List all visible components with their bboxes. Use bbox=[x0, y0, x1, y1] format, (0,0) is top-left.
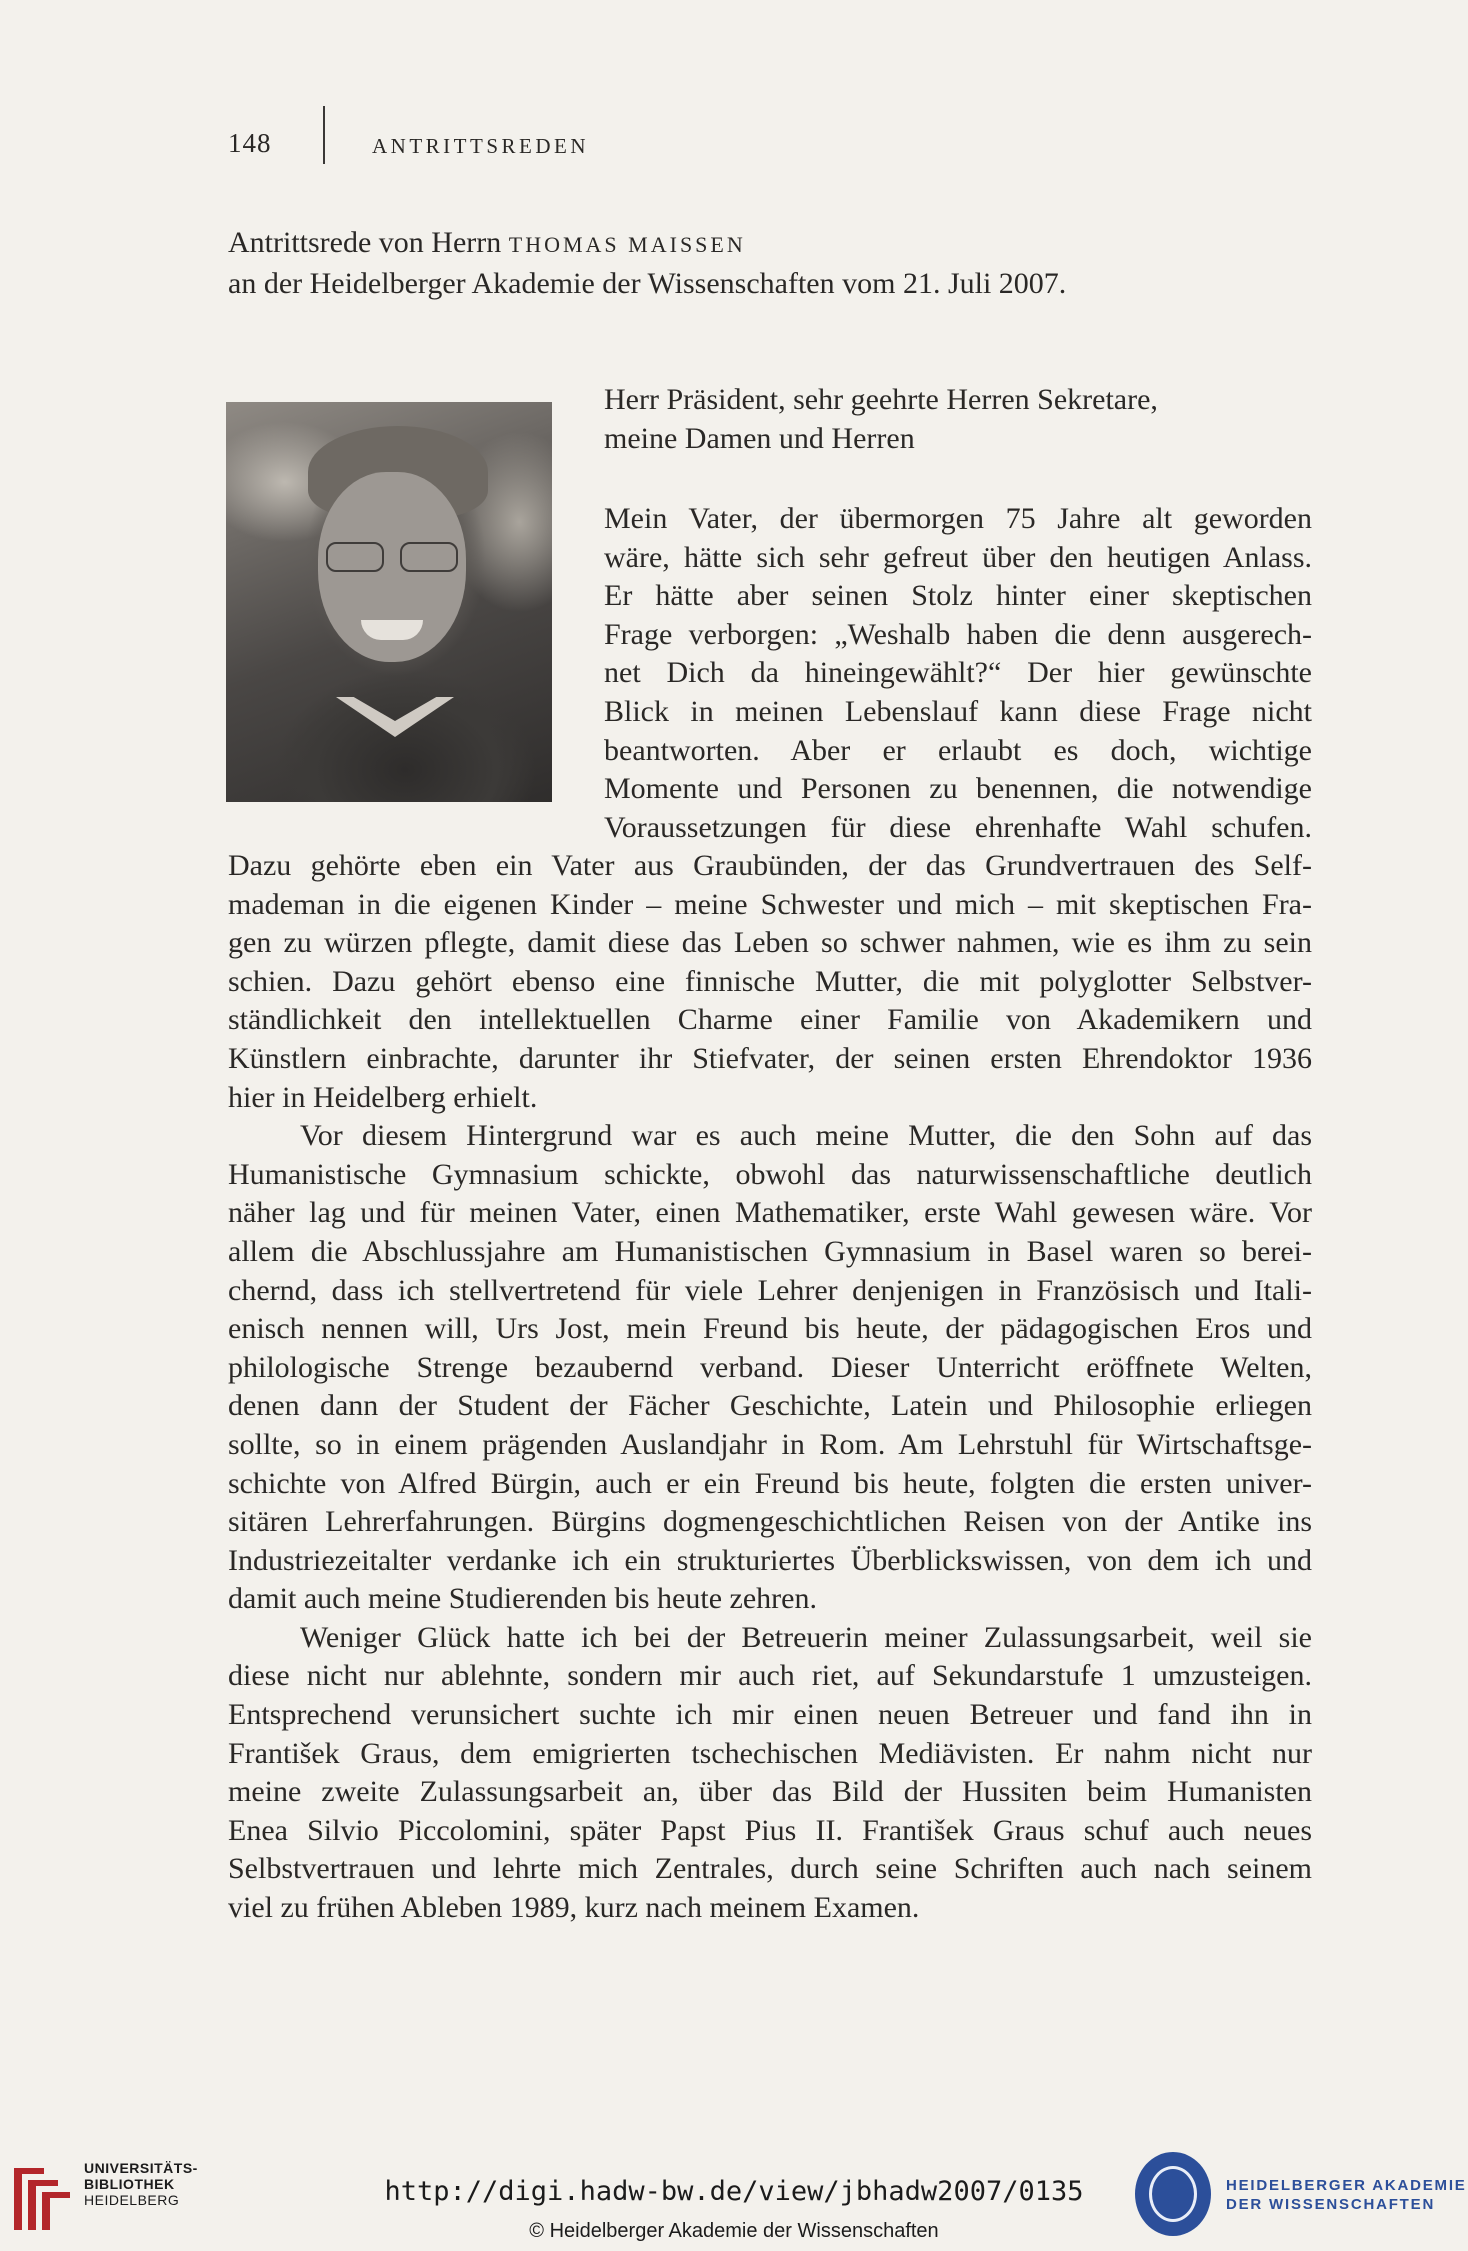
text-line: diese nicht nur ablehnte, sondern mir auch riet, auf Sekundarstufe 1 umzusteigen. bbox=[228, 1659, 1312, 1693]
portrait-photo bbox=[226, 402, 552, 802]
text-line: Industriezeitalter verdanke ich ein strukturiertes Überblickswissen, von dem ich und bbox=[228, 1543, 1312, 1577]
body-text bbox=[228, 847, 1312, 1928]
text-line: schichte von Alfred Bürgin, auch er ein Freund bis heute, folgten die ersten univer- bbox=[228, 1466, 1312, 1500]
text-line: Vor diesem Hintergrund war es auch meine Mutter, die den Sohn auf das bbox=[300, 1119, 1312, 1153]
text-line: František Graus, dem emigrierten tschechischen Mediävisten. Er nahm nicht nur bbox=[228, 1736, 1312, 1770]
section-title: ANTRITTSREDEN bbox=[372, 134, 589, 158]
text-line: damit auch meine Studierenden bis heute zehren. bbox=[228, 1582, 817, 1616]
text-line: gen zu würzen pflegte, damit diese das Leben so schwer nahmen, wie es ihm zu sein bbox=[228, 926, 1312, 960]
digitization-footer bbox=[0, 2138, 1468, 2251]
text-line: Selbstvertrauen und lehrte mich Zentrales, durch seine Schriften auch nach seinem bbox=[228, 1852, 1312, 1886]
text-line: sitären Lehrerfahrungen. Bürgins dogmengeschichtlichen Reisen von der Antike ins bbox=[228, 1505, 1312, 1539]
page-number: 148 bbox=[228, 128, 272, 158]
text-line: sollte, so in einem prägenden Auslandjahr in Rom. Am Lehrstuhl für Wirtschaftsge- bbox=[228, 1427, 1312, 1461]
text-line: beantworten. Aber er erlaubt es doch, wichtige bbox=[604, 733, 1312, 767]
library-name-line: BIBLIOTHEK bbox=[84, 2176, 175, 2192]
text-line: Voraussetzungen für diese ehrenhafte Wahl schufen. bbox=[604, 810, 1312, 844]
text-line: Blick in meinen Lebenslauf kann diese Frage nicht bbox=[604, 694, 1312, 728]
speaker-name: THOMAS MAISSEN bbox=[508, 232, 746, 257]
text-line: Humanistische Gymnasium schickte, obwohl das naturwissenschaftliche deutlich bbox=[228, 1157, 1312, 1191]
text-line: hier in Heidelberg erhielt. bbox=[228, 1080, 538, 1114]
heading-line-2: an der Heidelberger Akademie der Wissenschaften vom 21. Juli 2007. bbox=[228, 267, 1067, 300]
library-name-line: HEIDELBERG bbox=[84, 2192, 180, 2208]
portrait-glasses bbox=[326, 542, 458, 570]
header-divider bbox=[323, 106, 325, 164]
text-line: Enea Silvio Piccolomini, später Papst Pius II. František Graus schuf auch neues bbox=[228, 1813, 1312, 1847]
library-name-line: UNIVERSITÄTS- bbox=[84, 2160, 198, 2176]
text-line: philologische Strenge bezaubernd verband. Dieser Unterricht eröffnete Welten, bbox=[228, 1350, 1312, 1384]
heading-line-1 bbox=[228, 223, 1328, 264]
academy-seal-icon bbox=[1135, 2152, 1211, 2236]
text-line: chernd, dass ich stellvertretend für viele Lehrer denjenigen in Französisch und Itali- bbox=[228, 1273, 1312, 1307]
paragraph-beside-photo bbox=[604, 500, 1312, 847]
text-line: Dazu gehörte eben ein Vater aus Graubünden, der das Grundvertrauen des Self- bbox=[228, 849, 1312, 882]
text-line: Künstlern einbrachte, darunter ihr Stiefvater, der seinen ersten Ehrendoktor 1936 bbox=[228, 1041, 1312, 1075]
copyright-notice: © Heidelberger Akademie der Wissenschaften bbox=[529, 2220, 939, 2242]
text-line: meine zweite Zulassungsarbeit an, über das Bild der Hussiten beim Humanisten bbox=[228, 1775, 1312, 1809]
text-line: Weniger Glück hatte ich bei der Betreuerin meiner Zulassungsarbeit, weil sie bbox=[300, 1620, 1312, 1654]
text-line: schien. Dazu gehört ebenso eine finnische Mutter, die mit polyglotter Selbstver- bbox=[228, 964, 1312, 998]
text-line: wäre, hätte sich sehr gefreut über den heutigen Anlass. bbox=[604, 540, 1312, 574]
text-line: Er hätte aber seinen Stolz hinter einer skeptischen bbox=[604, 579, 1312, 613]
text-line: net Dich da hineingewählt?“ Der hier gewünschte bbox=[604, 656, 1312, 690]
text-line: näher lag und für meinen Vater, einen Mathematiker, erste Wahl gewesen wäre. Vor bbox=[228, 1196, 1312, 1230]
text-line: Frage verborgen: „Weshalb haben die denn ausgerech- bbox=[604, 617, 1312, 651]
academy-name-line: DER WISSENSCHAFTEN bbox=[1226, 2196, 1436, 2213]
portrait-collar bbox=[336, 697, 454, 737]
text-line: viel zu frühen Ableben 1989, kurz nach meinem Examen. bbox=[228, 1891, 920, 1925]
lecture-heading bbox=[228, 223, 1328, 303]
text-line: allem die Abschlussjahre am Humanistischen Gymnasium in Basel waren so berei- bbox=[228, 1234, 1312, 1268]
text-line: ständlichkeit den intellektuellen Charme einer Familie von Akademikern und bbox=[228, 1003, 1312, 1037]
text-line: mademan in die eigenen Kinder – meine Schwester und mich – mit skeptischen Fra- bbox=[228, 887, 1312, 921]
text-line: enisch nennen will, Urs Jost, mein Freund bis heute, der pädagogischen Eros und bbox=[228, 1312, 1312, 1346]
heading-prefix: Antrittsrede von Herrn bbox=[228, 226, 509, 259]
text-line: Entsprechend verunsichert suchte ich mir einen neuen Betreuer und fand ihn in bbox=[228, 1698, 1312, 1732]
text-line: Mein Vater, der übermorgen 75 Jahre alt geworden bbox=[604, 502, 1312, 535]
academy-name bbox=[1226, 2176, 1467, 2214]
text-line: Momente und Personen zu benennen, die notwendige bbox=[604, 772, 1312, 806]
academy-name-line: HEIDELBERGER AKADEMIE bbox=[1226, 2177, 1467, 2194]
salutation-line: meine Damen und Herren bbox=[604, 421, 915, 455]
salutation bbox=[604, 381, 1314, 458]
text-line: denen dann der Student der Fächer Geschichte, Latein und Philosophie erliegen bbox=[228, 1389, 1312, 1423]
permalink[interactable]: http://digi.hadw-bw.de/view/jbhadw2007/0135 bbox=[384, 2176, 1084, 2207]
salutation-line: Herr Präsident, sehr geehrte Herren Sekretare, bbox=[604, 383, 1158, 416]
